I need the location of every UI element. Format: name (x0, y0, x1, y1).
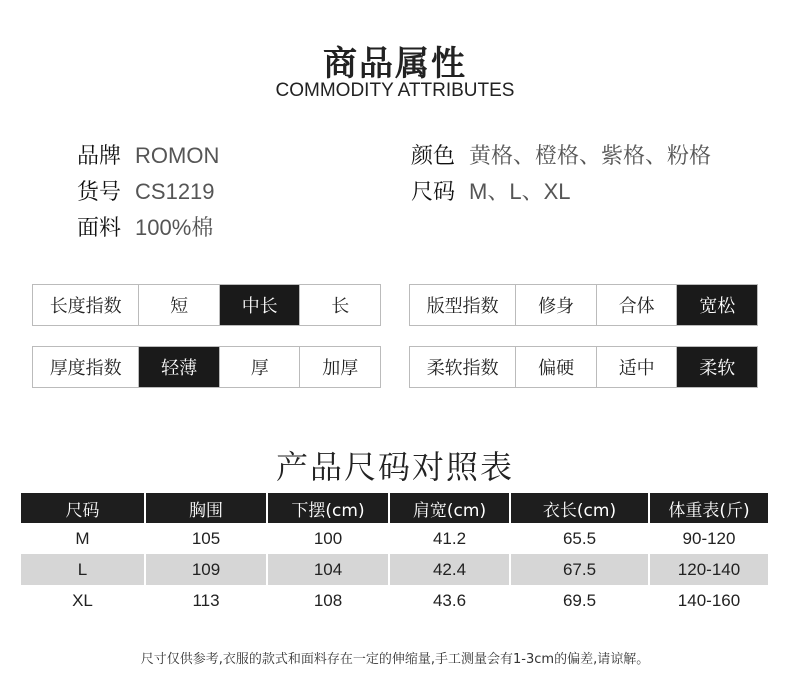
attr-fabric-key: 面料 (77, 216, 122, 241)
table-cell: 67.5 (509, 554, 648, 585)
attr-item-no-key: 货号 (77, 180, 122, 205)
header-cell: 衣长(cm) (509, 493, 648, 523)
scale-fit (409, 284, 758, 326)
attr-size-key: 尺码 (411, 180, 456, 205)
table-cell: 42.4 (388, 554, 509, 585)
scale-thickness-label: 厚度指数 (33, 347, 138, 387)
title-cn: 商品属性 (323, 44, 467, 84)
scale-thickness-option: 加厚 (299, 347, 380, 387)
table-cell: 140-160 (648, 585, 768, 616)
scale-fit-label: 版型指数 (410, 285, 515, 325)
table-cell: 43.6 (388, 585, 509, 616)
title-en: COMMODITY ATTRIBUTES (275, 80, 515, 101)
table-cell: XL (72, 590, 93, 610)
disclaimer-note: 尺寸仅供参考,衣服的款式和面料存在一定的伸缩量,手工测量会有1-3cm的偏差,请谅解。 (140, 652, 650, 667)
table-cell: 113 (144, 585, 266, 616)
table-cell: 69.5 (509, 585, 648, 616)
attr-color (411, 139, 711, 170)
scale-softness (409, 346, 758, 388)
scale-softness-option: 偏硬 (515, 347, 596, 387)
scale-softness-option: 柔软 (676, 347, 757, 387)
header-cell: 体重表(斤) (648, 493, 768, 523)
attr-brand (77, 139, 219, 170)
header-cell: 胸围 (144, 493, 266, 523)
scale-length-option: 长 (299, 285, 380, 325)
scale-length-option: 中长 (219, 285, 300, 325)
table-cell: L (77, 559, 88, 579)
attr-item-no (77, 175, 215, 206)
table-cell: 105 (144, 523, 266, 554)
header-cell: 肩宽(cm) (388, 493, 509, 523)
table-row (21, 523, 768, 554)
table-cell: 104 (266, 554, 388, 585)
table-cell: 41.2 (388, 523, 509, 554)
table-cell: M (75, 528, 90, 548)
attr-size (411, 175, 571, 206)
scale-thickness-option: 轻薄 (138, 347, 219, 387)
table-cell: 120-140 (648, 554, 768, 585)
table-cell: 108 (266, 585, 388, 616)
scale-length-label: 长度指数 (33, 285, 138, 325)
scale-thickness-option: 厚 (219, 347, 300, 387)
attr-brand-value: ROMON (135, 143, 220, 168)
attr-color-key: 颜色 (411, 144, 456, 169)
table-cell: 109 (144, 554, 266, 585)
header-cell: 尺码 (65, 500, 100, 521)
size-table (21, 493, 768, 616)
table-cell: 65.5 (509, 523, 648, 554)
table-cell: 90-120 (648, 523, 768, 554)
attr-fabric (77, 211, 213, 242)
size-chart-title: 产品尺码对照表 (275, 448, 514, 486)
attr-color-value: 黄格、橙格、紫格、粉格 (469, 143, 712, 168)
attr-item-no-value: CS1219 (135, 179, 215, 204)
header-cell: 下摆(cm) (266, 493, 388, 523)
attr-brand-key: 品牌 (77, 144, 122, 169)
table-cell: 100 (266, 523, 388, 554)
scale-fit-option: 修身 (515, 285, 596, 325)
scale-softness-label: 柔软指数 (410, 347, 515, 387)
scale-fit-option: 合体 (596, 285, 677, 325)
table-row (21, 585, 768, 616)
table-row (21, 554, 768, 585)
scale-softness-option: 适中 (596, 347, 677, 387)
attr-fabric-value: 100%棉 (135, 215, 214, 240)
scale-thickness (32, 346, 381, 388)
size-table-header (21, 493, 768, 523)
attr-size-value: M、L、XL (469, 179, 571, 204)
scale-length-option: 短 (138, 285, 219, 325)
scale-fit-option: 宽松 (676, 285, 757, 325)
scale-length (32, 284, 381, 326)
